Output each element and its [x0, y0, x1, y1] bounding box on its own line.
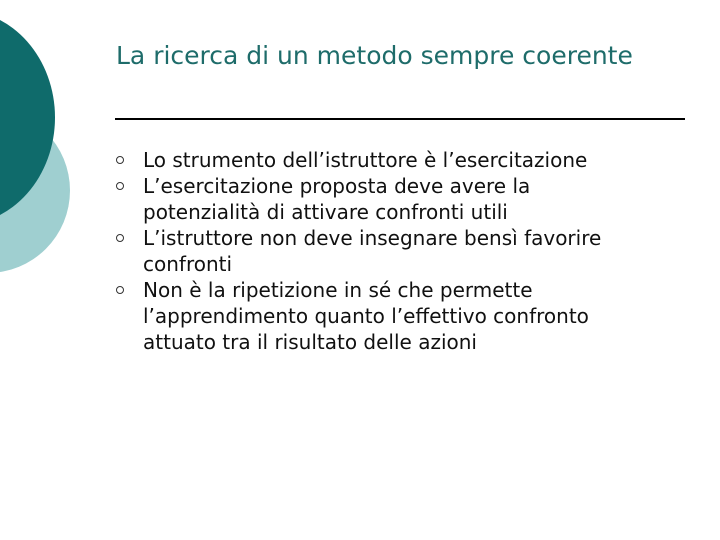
bullet-list: [113, 147, 633, 355]
bullet-text: Lo strumento dell’istruttore è l’esercitazione: [143, 148, 588, 172]
hollow-circle-icon: [116, 156, 124, 164]
hollow-circle-icon: [116, 286, 124, 294]
bullet-text: Non è la ripetizione in sé che permette l’apprendimento quanto l’effettivo confronto attuato tra il risultato delle azioni: [143, 278, 589, 354]
hollow-circle-icon: [116, 234, 124, 242]
list-item: [113, 173, 633, 225]
list-item: [113, 225, 633, 277]
bullet-text: L’esercitazione proposta deve avere la potenzialità di attivare confronti utili: [143, 174, 531, 224]
list-item: [113, 147, 633, 173]
slide-title: La ricerca di un metodo sempre coerente: [116, 41, 633, 70]
hollow-circle-icon: [116, 182, 124, 190]
list-item: [113, 277, 633, 355]
bullet-text: L’istruttore non deve insegnare bensì favorire confronti: [143, 226, 602, 276]
title-divider: [115, 118, 685, 120]
